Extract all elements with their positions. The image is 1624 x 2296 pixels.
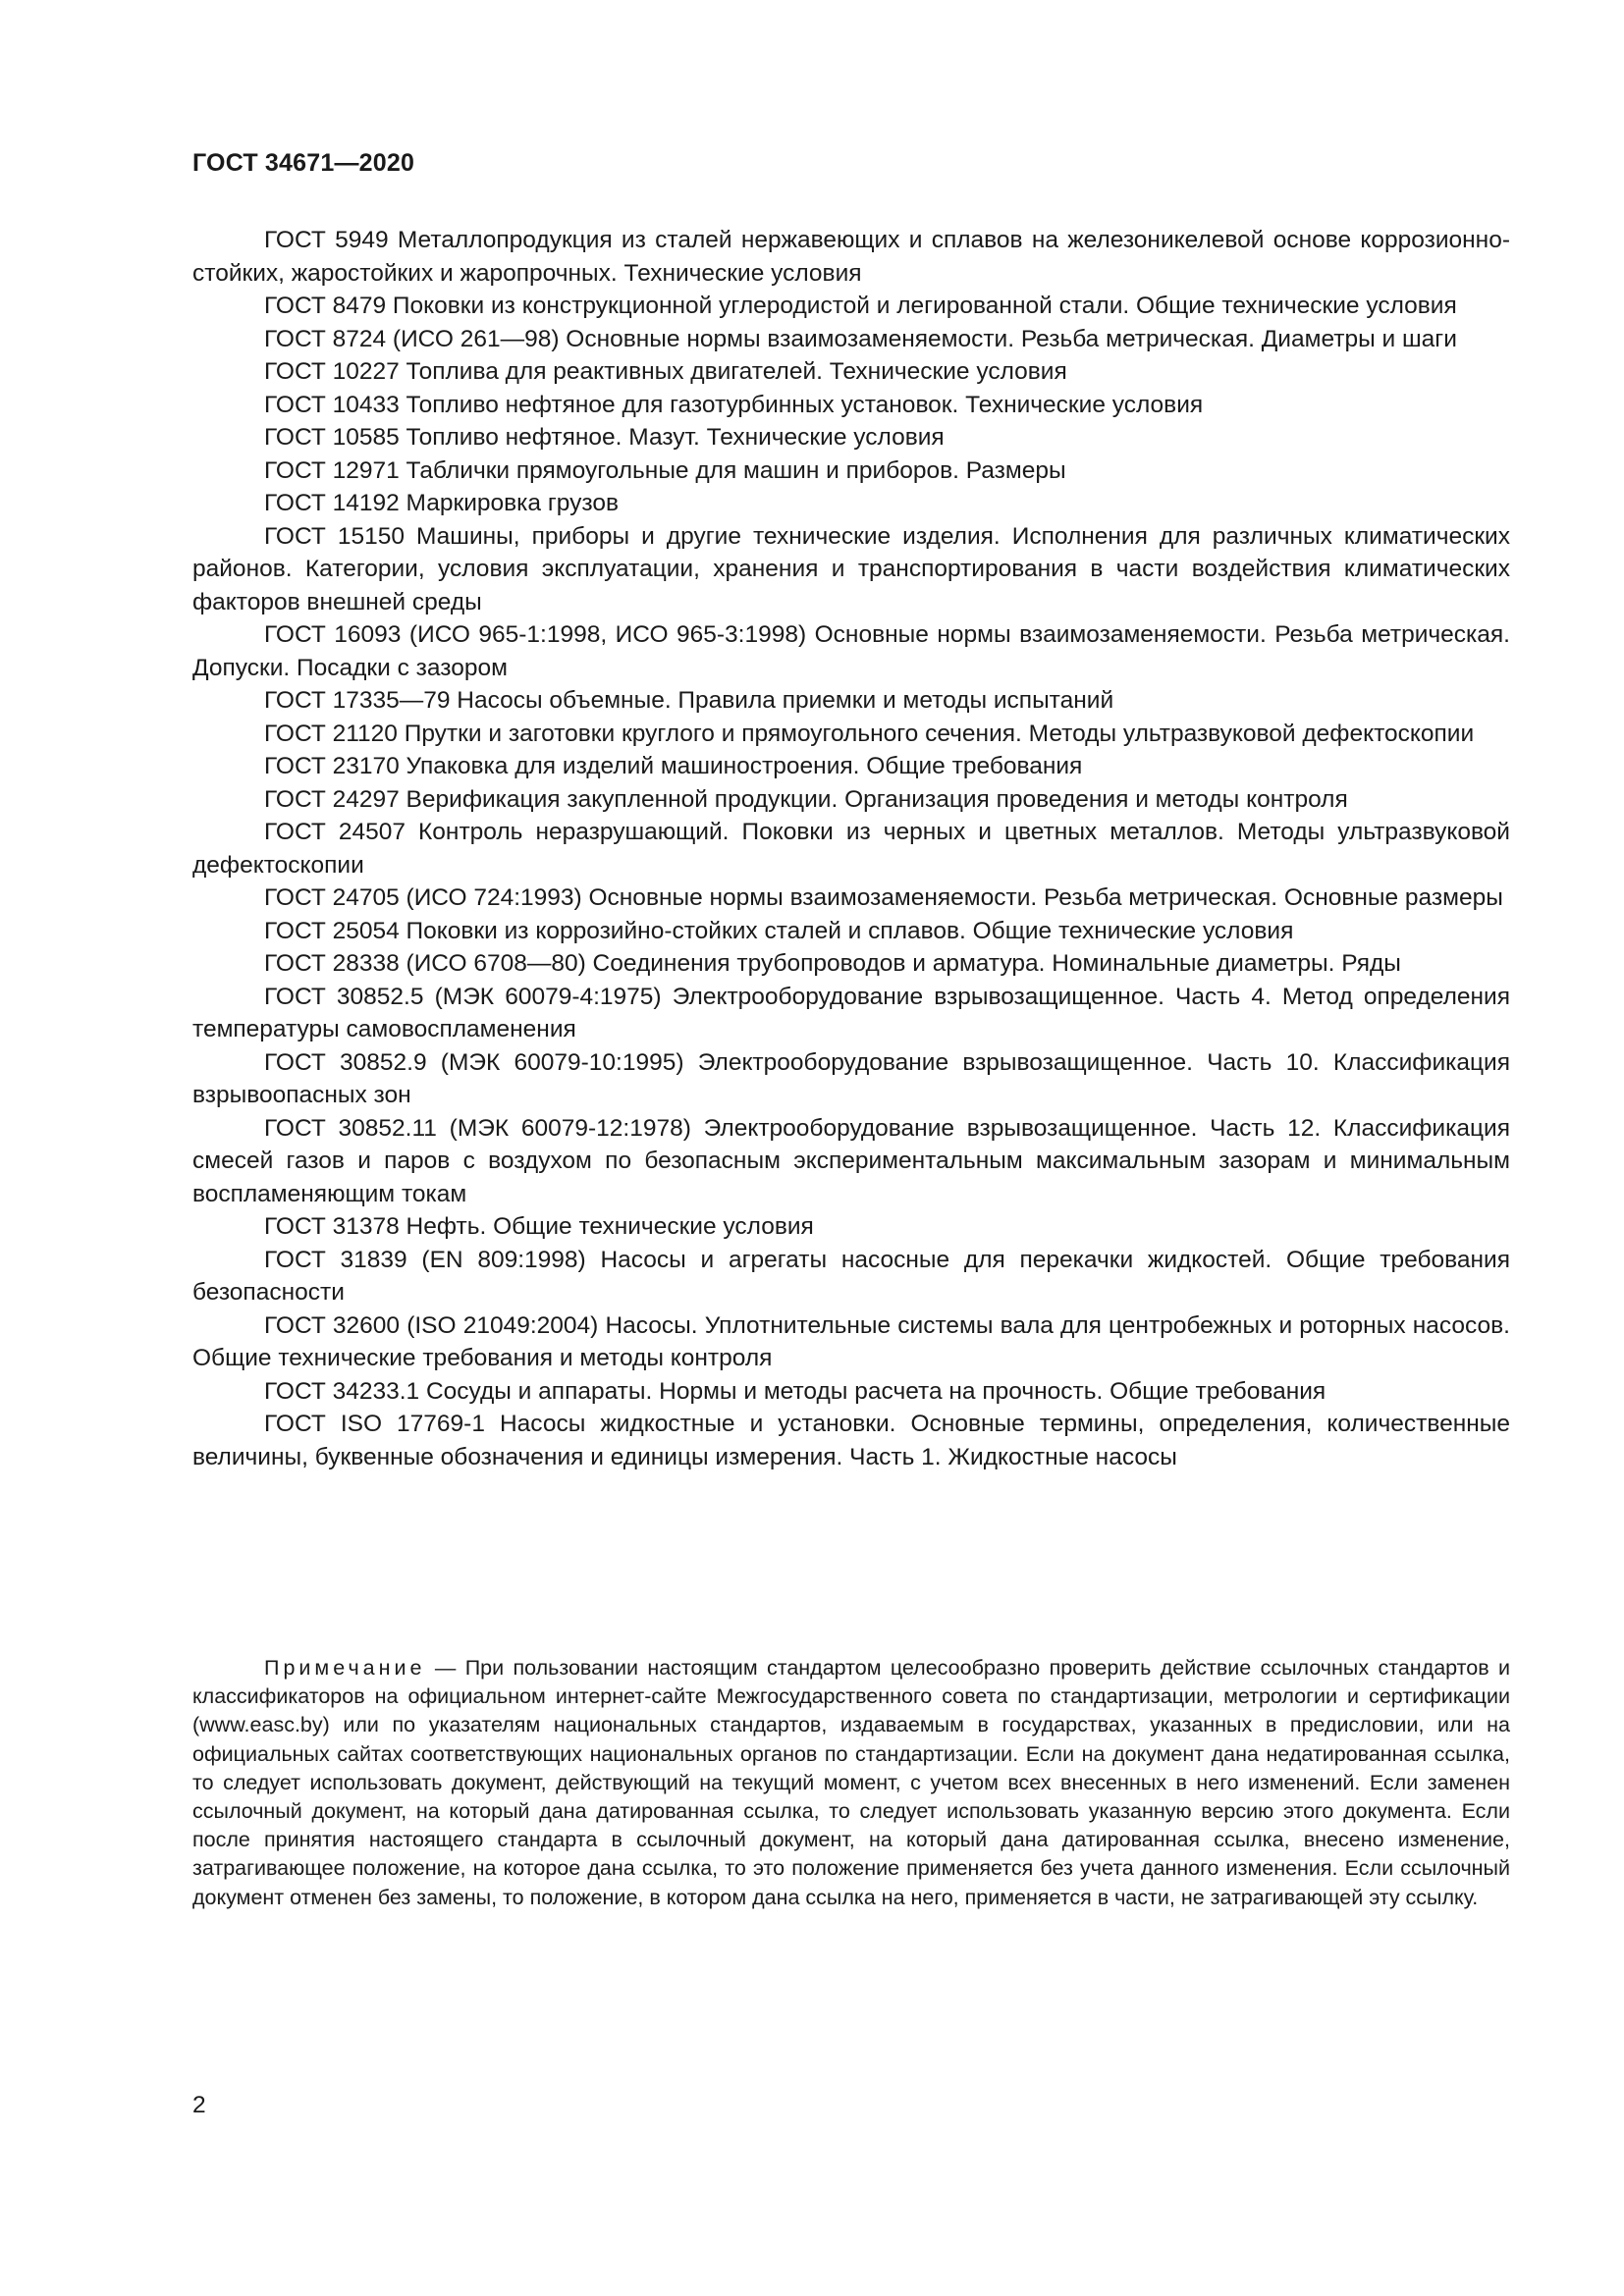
reference-item: ГОСТ 30852.9 (МЭК 60079-10:1995) Электрооборудование взрывозащищенное. Часть 10. Классификация взрывоопасных зон (192, 1048, 1510, 1108)
reference-item: ГОСТ 28338 (ИСО 6708—80) Соединения трубопроводов и арматура. Номинальные диаметры. Ряды (264, 950, 1401, 977)
normative-references-list (192, 224, 1510, 1473)
reference-item: ГОСТ 14192 Маркировка грузов (264, 490, 619, 516)
note-paragraph (192, 1654, 1510, 1912)
reference-item: ГОСТ 24297 Верификация закупленной продукции. Организация проведения и методы контроля (264, 785, 1348, 813)
reference-item: ГОСТ 23170 Упаковка для изделий машиностроения. Общие требования (264, 753, 1083, 779)
reference-item: ГОСТ 24705 (ИСО 724:1993) Основные нормы взаимозаменяемости. Резьба метрическая. Основные размеры (264, 884, 1503, 911)
reference-item: ГОСТ 31839 (EN 809:1998) Насосы и агрегаты насосные для перекачки жидкостей. Общие требования безопасности (192, 1246, 1510, 1306)
reference-item: ГОСТ 10227 Топлива для реактивных двигателей. Технические условия (264, 358, 1067, 385)
reference-item: ГОСТ 17335—79 Насосы объемные. Правила приемки и методы испытаний (264, 687, 1114, 714)
reference-item: ГОСТ 30852.11 (МЭК 60079-12:1978) Электрооборудование взрывозащищенное. Часть 12. Классификация смесей газов и паров с воздухом по безопасным экспериментальным максимальным зазорам и минимальным воспламеняющим токам (192, 1114, 1510, 1207)
reference-item: ГОСТ 8724 (ИСО 261—98) Основные нормы взаимозаменяемости. Резьба метрическая. Диаметры и шаги (264, 325, 1457, 352)
reference-item: ГОСТ 8479 Поковки из конструкционной углеродистой и легированной стали. Общие технические условия (264, 293, 1457, 319)
reference-item: ГОСТ 16093 (ИСО 965-1:1998, ИСО 965-3:1998) Основные нормы взаимозаменяемости. Резьба метрическая. Допуски. Посадки с зазором (192, 621, 1510, 681)
reference-item: ГОСТ 10585 Топливо нефтяное. Мазут. Технические условия (264, 424, 945, 451)
document-designation: ГОСТ 34671—2020 (192, 149, 415, 177)
reference-item: ГОСТ 31378 Нефть. Общие технические условия (264, 1213, 814, 1240)
reference-item: ГОСТ ISO 17769-1 Насосы жидкостные и установки. Основные термины, определения, количественные величины, буквенные обозначения и единицы измерения. Часть 1. Жидкостные насосы (192, 1411, 1510, 1470)
note-label: Примечание (264, 1656, 426, 1680)
note-text: — При пользовании настоящим стандартом целесообразно проверить действие ссылочных стандартов и классификаторов на официальном интернет-сайте Межгосударственного совета по стандартизации, метрологии и сертификации (www.easc.by) или по указателям национальных стандартов, издаваемым в государствах, указанных в предисловии, или на официальных сайтах соответствующих национальных органов по стандартизации. Если на документ дана недатированная ссылка, то следует использовать документ, действующий на текущий момент, с учетом всех внесенных в него изменений. Если заменен ссылочный документ, на который дана датированная ссылка, то следует использовать указанную версию этого документа. Если после принятия настоящего стандарта в ссылочный документ, на который дана датированная ссылка, внесено изменение, затрагивающее положение, на которое дана ссылка, то это положение применяется без учета данного изменения. Если ссылочный документ отменен без замены, то положение, в котором дана ссылка на него, применяется в части, не затрагивающей эту ссылку. (192, 1656, 1510, 1909)
reference-item: ГОСТ 32600 (ISO 21049:2004) Насосы. Уплотнительные системы вала для центробежных и роторных насосов. Общие технические требования и методы контроля (192, 1311, 1510, 1371)
reference-item: ГОСТ 12971 Таблички прямоугольные для машин и приборов. Размеры (264, 456, 1066, 484)
reference-item: ГОСТ 25054 Поковки из коррозийно-стойких сталей и сплавов. Общие технические условия (264, 917, 1294, 944)
page-number: 2 (192, 2092, 206, 2118)
reference-item: ГОСТ 24507 Контроль неразрушающий. Поковки из черных и цветных металлов. Методы ультразвуковой дефектоскопии (192, 819, 1510, 879)
reference-item: ГОСТ 15150 Машины, приборы и другие технические изделия. Исполнения для различных климатических районов. Категории, условия эксплуатации, хранения и транспортирования в части воздействия климатических факторов внешней среды (192, 522, 1510, 615)
reference-item: ГОСТ 34233.1 Сосуды и аппараты. Нормы и методы расчета на прочность. Общие требования (264, 1377, 1326, 1405)
reference-item: ГОСТ 30852.5 (МЭК 60079-4:1975) Электрооборудование взрывозащищенное. Часть 4. Метод определения температуры самовоспламенения (192, 983, 1510, 1042)
reference-item: ГОСТ 10433 Топливо нефтяное для газотурбинных установок. Технические условия (264, 391, 1204, 418)
reference-item: ГОСТ 21120 Прутки и заготовки круглого и прямоугольного сечения. Методы ультразвуковой дефектоскопии (264, 720, 1475, 747)
reference-item: ГОСТ 5949 Металлопродукция из сталей нержавеющих и сплавов на железоникелевой основе коррозионно-стойких, жаростойких и жаропрочных. Технические условия (192, 227, 1510, 287)
